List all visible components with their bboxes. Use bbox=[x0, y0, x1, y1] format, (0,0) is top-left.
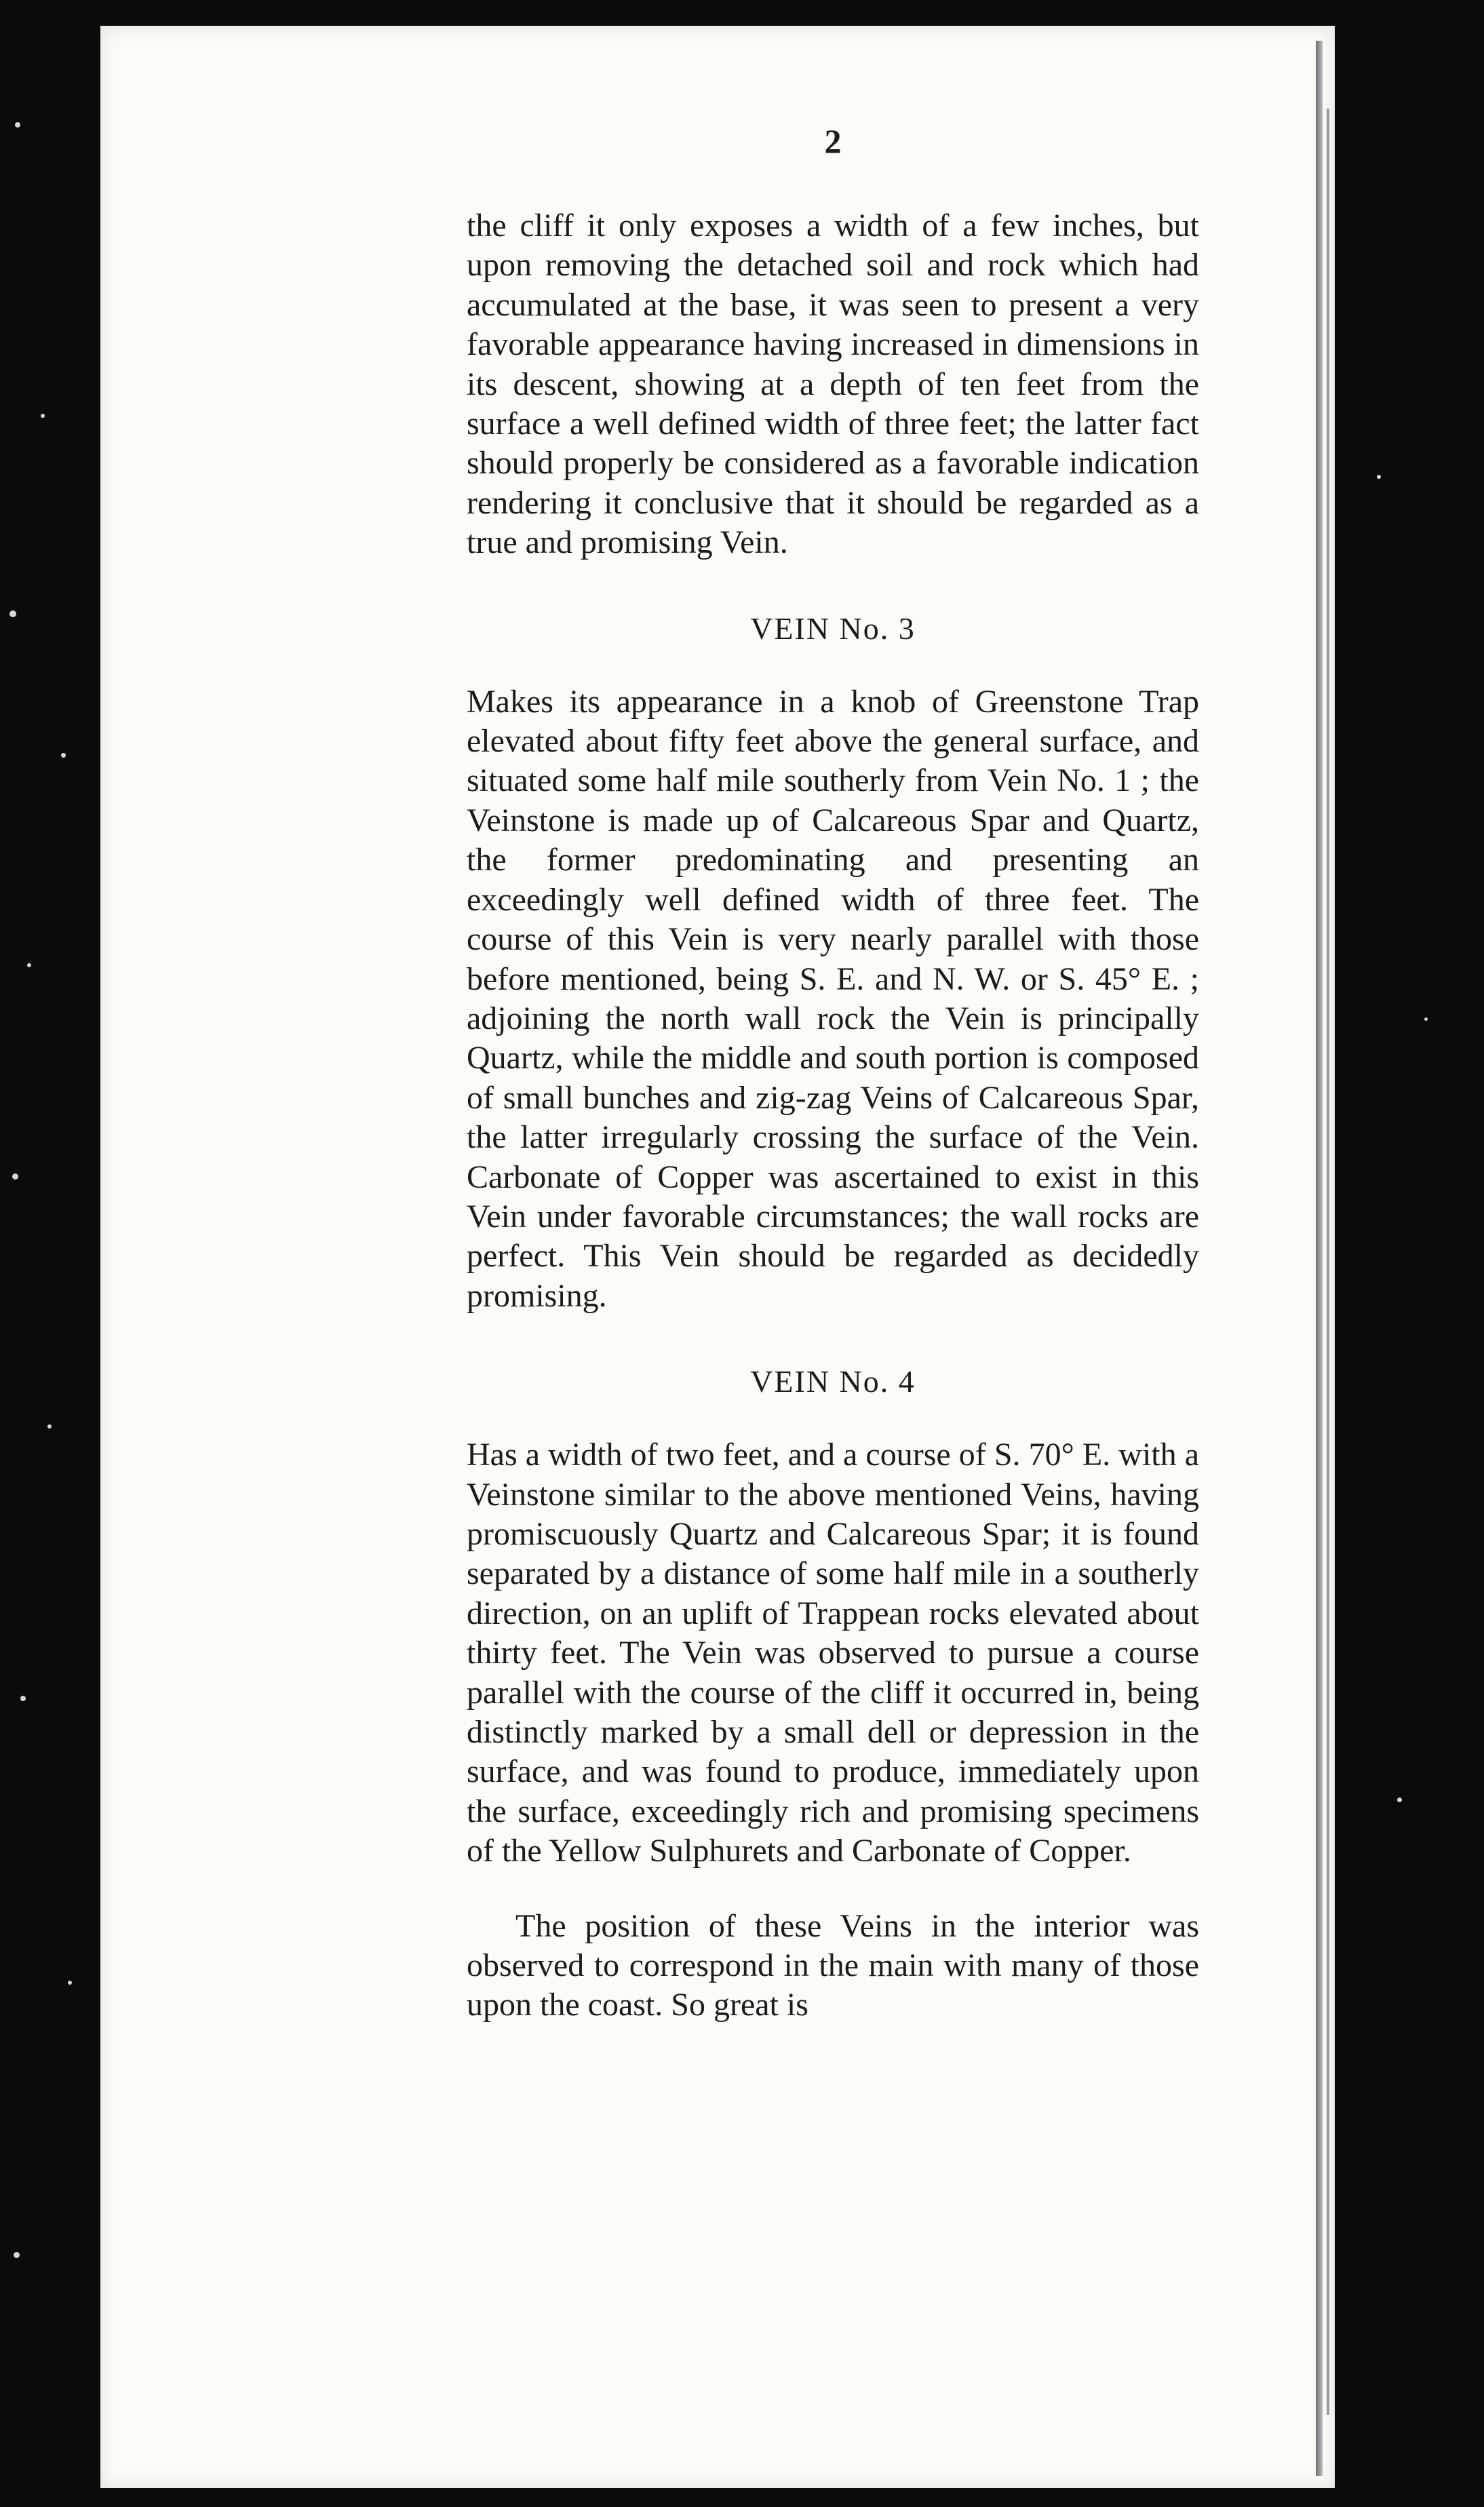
section-heading-vein-4: VEIN No. 4 bbox=[750, 1364, 916, 1399]
paragraph-vein-3: Makes its appearance in a knob of Greenstone Trap elevated about fifty feet above the general surface, and situated some half mile southerly from Vein No. 1 ; the Veinstone is made up of Calcareous Spar and Quartz, the former predominating and presenting an exceedingly well defined width of three feet. The course of this Vein is very nearly parallel with those before mentioned, being S. E. and N. W. or S. 45° E. ; adjoining the north wall rock the Vein is principally Quartz, while the middle and south portion is composed of small bunches and zig-zag Veins of Calcareous Spar, the latter irregularly crossing the surface of the Vein. Carbonate of Copper was ascertained to exist in this Vein under favorable circumstances; the wall rocks are perfect. This Vein should be regarded as decidedly promising. bbox=[467, 683, 1199, 1314]
scanned-page bbox=[100, 26, 1335, 2488]
dust-speck bbox=[61, 753, 66, 758]
dust-speck bbox=[41, 414, 45, 418]
section-heading-vein-3: VEIN No. 3 bbox=[750, 610, 916, 646]
dust-speck bbox=[20, 1696, 26, 1701]
page-number: 2 bbox=[824, 122, 842, 160]
dust-speck bbox=[1397, 1797, 1402, 1802]
dust-speck bbox=[9, 610, 16, 617]
dust-speck bbox=[1424, 1017, 1428, 1021]
page-edge-line bbox=[1327, 109, 1329, 2415]
paragraph-vein-2-continued: the cliff it only exposes a width of a few inches, but upon removing the detached soil and rock which had accumulated at the base, it was seen to present a very favorable appearance having increased in dimensions in its descent, showing at a depth of ten feet from the surface a well defined width of three feet; the latter fact should properly be considered as a favorable indication rendering it conclusive that it should be regarded as a true and promising Vein. bbox=[467, 208, 1199, 561]
dust-speck bbox=[27, 963, 31, 967]
dust-speck bbox=[14, 2252, 20, 2258]
dust-speck bbox=[15, 122, 20, 128]
paragraph-veins-position: The position of these Veins in the interior was observed to correspond in the main with many of those upon the coast. So great is bbox=[467, 1907, 1199, 2023]
text-column bbox=[467, 121, 1199, 2025]
dust-speck bbox=[47, 1424, 52, 1429]
paragraph-vein-4: Has a width of two feet, and a course of S. 70° E. with a Veinstone similar to the above mentioned Veins, having promiscuously Quartz and Calcareous Spar; it is found separated by a distance of some half mile in a southerly direction, on an uplift of Trappean rocks elevated about thirty feet. The Vein was observed to pursue a course parallel with the course of the cliff it occurred in, being distinctly marked by a small dell or depression in the surface, and was found to produce, immediately upon the surface, exceedingly rich and promising specimens of the Yellow Sulphurets and Carbonate of Copper. bbox=[467, 1437, 1199, 1869]
dust-speck bbox=[12, 1173, 18, 1180]
dust-speck bbox=[1377, 475, 1381, 479]
dust-speck bbox=[68, 1981, 72, 1985]
page-edge-shadow bbox=[1316, 41, 1323, 2476]
